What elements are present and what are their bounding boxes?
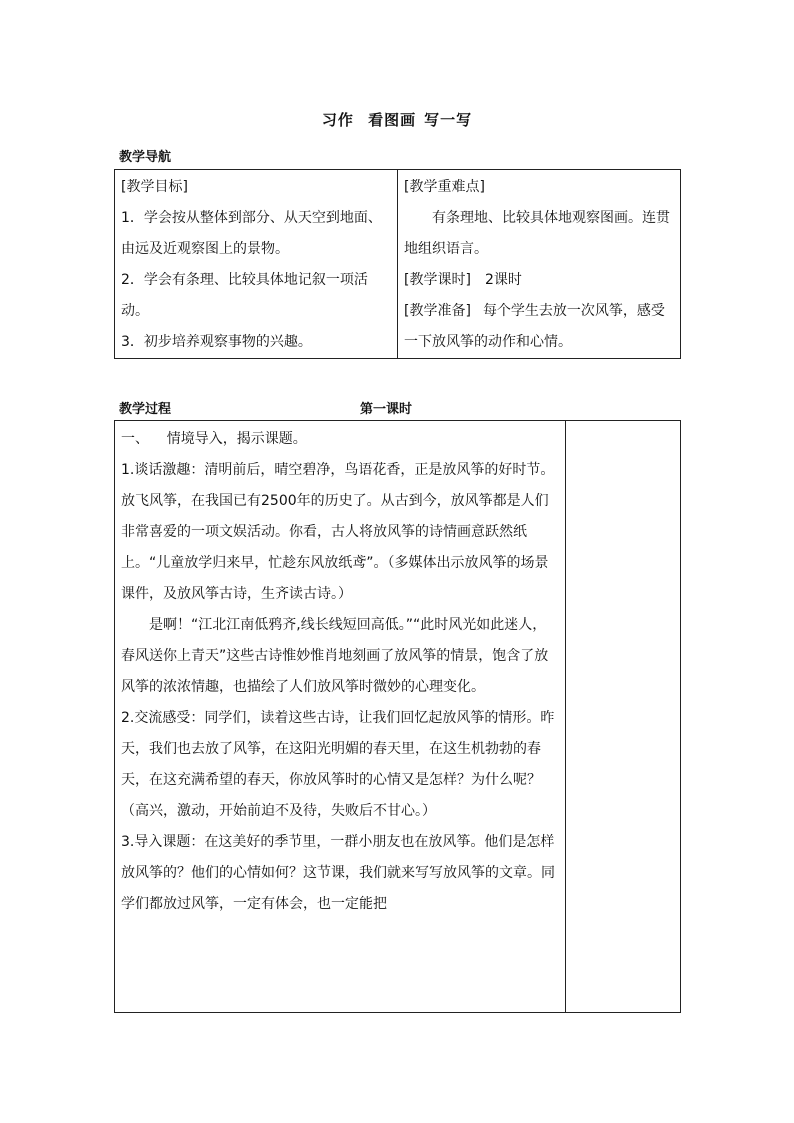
hours-label: [教学课时] bbox=[404, 272, 471, 288]
lesson-label: 第一课时 bbox=[360, 402, 413, 417]
process-paragraph-3: 2.交流感受：同学们，读着这些古诗，让我们回忆起放风筝的情形。昨天，我们也去放了风筝，在这阳光明媚的春天里，在这生机勃勃的春天，在这充满希望的春天，你放风筝时的心情又是怎样？为什么呢？（高兴，激动，开始前迫不及待，失败后不甘心。） bbox=[121, 710, 555, 819]
process-content-cell bbox=[115, 421, 566, 1013]
nav-table bbox=[114, 169, 681, 359]
prep-label: [教学准备] bbox=[404, 303, 471, 319]
objective-2: 2．学会有条理、比较具体地记叙一项活动。 bbox=[121, 272, 368, 319]
process-table bbox=[114, 420, 681, 1013]
difficulty-label: [教学重难点] bbox=[404, 179, 485, 195]
process-paragraph-4: 3.导入课题：在这美好的季节里，一群小朋友也在放风筝。他们是怎样放风筝的？他们的心情如何？这节课，我们就来写写放风筝的文章。同学们都放过风筝，一定有体会，也一定能把 bbox=[121, 834, 555, 912]
page-title bbox=[0, 109, 794, 130]
objective-3: 3．初步培养观察事物的兴趣。 bbox=[121, 334, 312, 350]
objectives-label: [教学目标] bbox=[121, 179, 188, 195]
process-step-1: 一、 情境导入，揭示课题。 bbox=[121, 431, 307, 447]
process-heading: 教学过程 bbox=[119, 402, 172, 417]
prep-text: 每个学生去放一次风筝，感受一下放风筝的动作和心情。 bbox=[404, 303, 665, 350]
title-part-1: 习作 bbox=[321, 111, 354, 129]
title-part-3: 写一写 bbox=[424, 111, 473, 129]
objective-1: 1．学会按从整体到部分、从天空到地面、由远及近观察图上的景物。 bbox=[121, 210, 382, 257]
hours-row bbox=[404, 265, 674, 296]
title-part-2: 看图画 bbox=[368, 111, 417, 129]
objectives-cell bbox=[115, 170, 398, 359]
nav-heading: 教学导航 bbox=[119, 150, 172, 165]
difficulty-text: 有条理地、比较具体地观察图画。连贯地组织语言。 bbox=[404, 210, 670, 257]
prep-row bbox=[404, 296, 674, 358]
difficulty-cell bbox=[398, 170, 681, 359]
hours-value: 2课时 bbox=[484, 272, 522, 288]
process-paragraph-1: 1.谈话激趣：清明前后，晴空碧净，鸟语花香，正是放风筝的好时节。放飞风筝，在我国已有2500年的历史了。从古到今，放风筝都是人们非常喜爱的一项文娱活动。你看，古人将放风筝的诗情画意跃然纸上。“儿童放学归来早，忙趁东风放纸鸢”。（多媒体出示放风筝的场景课件，及放风筝古诗，生齐读古诗。） bbox=[121, 462, 555, 602]
process-paragraph-2: 是啊！“江北江南低鸦齐,线长线短回高低。”“此时风光如此迷人，春风送你上青天”这些古诗惟妙惟肖地刻画了放风筝的情景，饱含了放风筝的浓浓情趣，也描绘了人们放风筝时微妙的心理变化。 bbox=[121, 617, 549, 695]
process-notes-cell bbox=[566, 421, 681, 1013]
